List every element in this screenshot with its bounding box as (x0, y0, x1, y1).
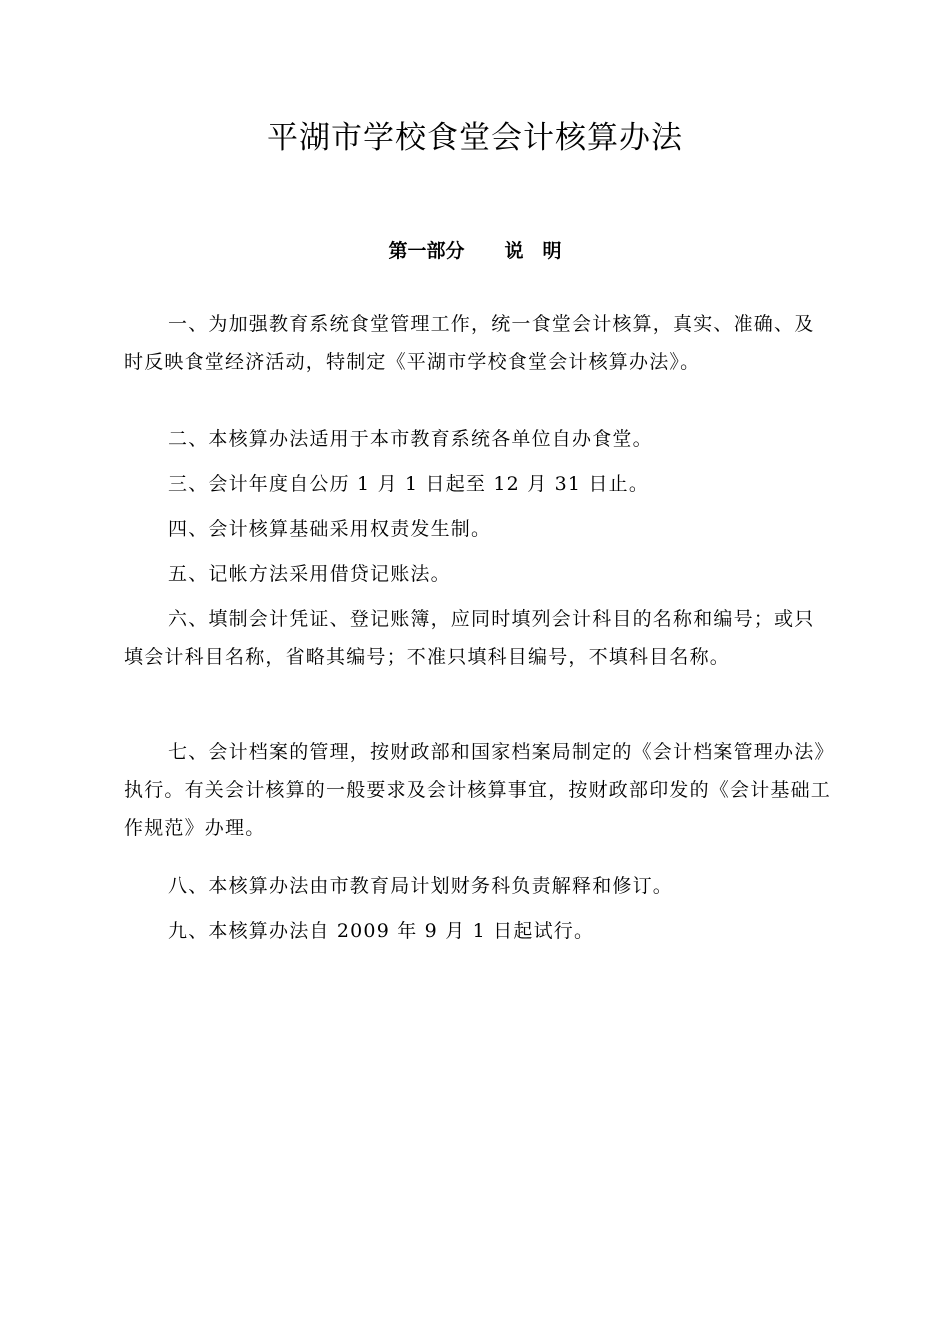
document-title: 平湖市学校食堂会计核算办法 (267, 120, 683, 156)
paragraph-7: 七、会计档案的管理，按财政部和国家档案局制定的《会计档案管理办法》执行。有关会计核算的一般要求及会计核算事宜，按财政部印发的《会计基础工作规范》办理。 (124, 741, 832, 839)
section-part: 第一部分 (388, 240, 465, 262)
paragraph-3: 三、会计年度自公历 1 月 1 日起至 12 月 31 日止。 (168, 473, 650, 495)
paragraph-6: 六、填制会计凭证、登记账簿，应同时填列会计科目的名称和编号；或只填会计科目名称，省略其编号；不准只填科目编号，不填科目名称。 (124, 608, 815, 668)
paragraph-8: 八、本核算办法由市教育局计划财务科负责解释和修订。 (168, 875, 674, 897)
paragraph-4: 四、会计核算基础采用权责发生制。 (168, 518, 492, 540)
section-name: 说 明 (504, 240, 562, 262)
paragraph-2: 二、本核算办法适用于本市教育系统各单位自办食堂。 (168, 428, 653, 450)
paragraph-1: 一、为加强教育系统食堂管理工作，统一食堂会计核算，真实、准确、及时反映食堂经济活动，特制定《平湖市学校食堂会计核算办法》。 (124, 313, 815, 373)
paragraph-9: 九、本核算办法自 2009 年 9 月 1 日起试行。 (168, 920, 595, 942)
paragraph-5: 五、记帐方法采用借贷记账法。 (168, 563, 451, 585)
section-heading (0, 236, 950, 263)
